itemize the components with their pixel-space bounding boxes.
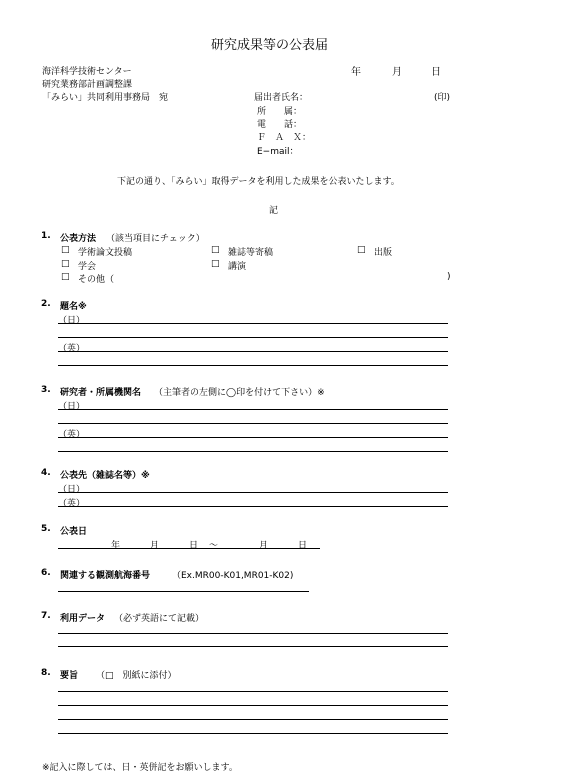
recipient-line-3: 「みらい」共同利用事務局 宛 xyxy=(42,93,169,103)
venue-jp-line[interactable] xyxy=(58,492,448,493)
abstract-line-2[interactable] xyxy=(58,705,448,706)
section-2-en-label: （英） xyxy=(58,344,86,354)
section-5-number: 5. xyxy=(41,524,51,534)
section-3-note: （主筆者の左側に◯印を付けて下さい）※ xyxy=(154,388,325,398)
date-from-day: 日 xyxy=(189,541,199,551)
venue-en-line[interactable] xyxy=(58,506,448,507)
researcher-en-line-1[interactable] xyxy=(58,437,448,438)
section-2-number: 2. xyxy=(41,299,51,309)
abstract-line-3[interactable] xyxy=(58,719,448,720)
checkbox-lecture[interactable]: □ xyxy=(211,259,220,269)
checkbox-conference[interactable]: □ xyxy=(61,259,70,269)
publication-date-line[interactable] xyxy=(58,548,320,549)
date-from-month: 月 xyxy=(150,541,160,551)
option-conference: 学会 xyxy=(78,262,97,272)
abstract-line-1[interactable] xyxy=(58,691,448,692)
section-3-jp-label: （日） xyxy=(58,402,86,412)
phone-label: 電 話： xyxy=(257,120,303,130)
other-close-paren: ) xyxy=(447,272,451,282)
section-3-heading: 研究者・所属機関名 xyxy=(60,388,142,398)
researcher-en-line-2[interactable] xyxy=(58,451,448,452)
date-day-label: 日 xyxy=(431,67,441,78)
recipient-line-2: 研究業務部計画調整課 xyxy=(42,80,133,90)
section-1-heading: 公表方法 xyxy=(60,234,97,244)
section-7-number: 7. xyxy=(41,611,51,621)
cruise-number-line[interactable] xyxy=(58,591,309,592)
option-other: その他（ xyxy=(78,275,115,285)
option-publication: 出版 xyxy=(374,248,393,258)
option-lecture: 講演 xyxy=(228,262,247,272)
fax-label: Ｆ Ａ Ｘ： xyxy=(257,133,312,143)
section-4-number: 4. xyxy=(41,468,51,478)
title-en-line-2[interactable] xyxy=(58,365,448,366)
section-2-heading: 題名※ xyxy=(60,302,87,312)
section-8-number: 8. xyxy=(41,668,51,678)
date-range-tilde: ～ xyxy=(209,541,219,551)
data-line-1[interactable] xyxy=(58,633,448,634)
date-month-label: 月 xyxy=(392,67,402,78)
section-3-number: 3. xyxy=(41,385,51,395)
footnote: ※記入に際しては、日・英併記をお願いします。 xyxy=(42,763,238,773)
researcher-jp-line-1[interactable] xyxy=(58,409,448,410)
affiliation-label: 所 属： xyxy=(257,107,303,117)
checkbox-journal-paper[interactable]: □ xyxy=(61,245,70,255)
section-1-note: （該当項目にチェック） xyxy=(106,234,205,244)
seal-mark: (印) xyxy=(434,93,451,103)
abstract-line-4[interactable] xyxy=(58,733,448,734)
section-7-heading: 利用データ xyxy=(60,614,106,624)
intro-text: 下記の通り、「みらい」取得データを利用した成果を公表いたします。 xyxy=(117,177,400,187)
section-5-heading: 公表日 xyxy=(60,527,88,537)
title-jp-line-1[interactable] xyxy=(58,323,448,324)
title-jp-line-2[interactable] xyxy=(58,337,448,338)
checkbox-publication[interactable]: □ xyxy=(357,245,366,255)
data-line-2[interactable] xyxy=(58,646,448,647)
recipient-line-1: 海洋科学技術センター xyxy=(42,67,132,77)
email-label: E−mail： xyxy=(257,147,299,157)
checkbox-other[interactable]: □ xyxy=(61,272,70,282)
checkbox-magazine[interactable]: □ xyxy=(211,245,220,255)
section-8-note[interactable]: （□ 別紙に添付） xyxy=(96,671,177,681)
section-4-jp-label: （日） xyxy=(58,485,86,495)
date-to-day: 日 xyxy=(298,541,308,551)
option-journal-paper: 学術論文投稿 xyxy=(78,248,133,258)
section-6-heading: 関連する観測航海番号 xyxy=(60,571,151,581)
applicant-name-label: 届出者氏名： xyxy=(254,93,309,103)
section-4-heading: 公表先（雑誌名等）※ xyxy=(60,471,150,481)
researcher-jp-line-2[interactable] xyxy=(58,423,448,424)
ki-label: 記 xyxy=(269,206,279,216)
date-year-label: 年 xyxy=(351,67,361,78)
section-4-en-label: （英） xyxy=(58,499,86,509)
section-7-note: （必ず英語にて記載） xyxy=(114,614,205,624)
date-from-year: 年 xyxy=(111,541,121,551)
title-en-line-1[interactable] xyxy=(58,351,448,352)
section-6-number: 6. xyxy=(41,568,51,578)
option-magazine: 雑誌等寄稿 xyxy=(228,248,274,258)
section-1-number: 1. xyxy=(41,231,51,241)
section-6-note: （Ex.MR00-K01,MR01-K02) xyxy=(172,571,294,581)
section-8-heading: 要旨 xyxy=(60,671,79,681)
section-2-jp-label: （日） xyxy=(58,316,86,326)
section-3-en-label: （英） xyxy=(58,430,86,440)
page-title: 研究成果等の公表届 xyxy=(211,38,329,53)
date-to-month: 月 xyxy=(259,541,269,551)
